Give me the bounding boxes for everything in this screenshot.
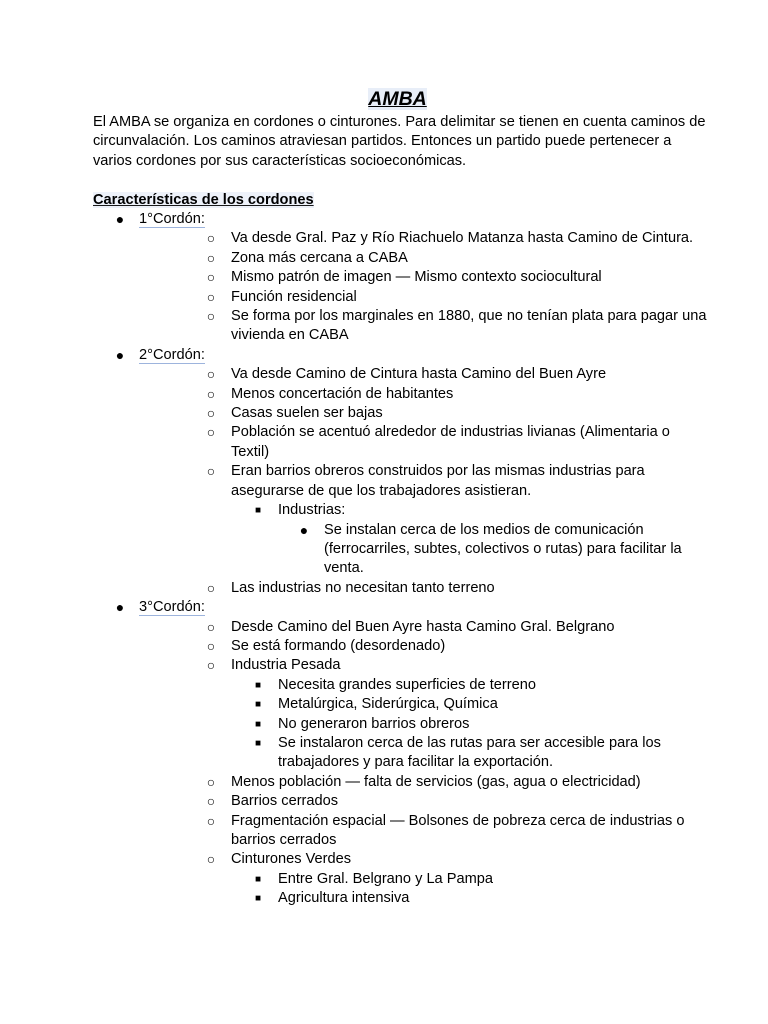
square-marker: ■ [254, 873, 262, 885]
list-item: ○ Eran barrios obreros construidos por las mismas industrias para asegurarse de que los trabajadores asistieran. ■ Industrias: ● Se instalan cerca de los medios de comunicación (ferrocarriles, subtes, colectivos o rutas) para facilitar la venta. [139, 462, 708, 578]
blank-line [93, 171, 708, 190]
list-item: ○ Se está formando (desordenado) [139, 637, 708, 656]
bullet-marker: ● [299, 521, 309, 538]
list-item: ■ No generaron barrios obreros [139, 715, 708, 734]
list-item: ■ Agricultura intensiva [139, 889, 708, 908]
list-item: ○ Barrios cerrados [139, 792, 708, 811]
cordon-1-label: 1°Cordón: [139, 211, 205, 228]
list-item: ○ Mismo patrón de imagen — Mismo contexto sociocultural [139, 268, 708, 287]
list-item-cordon-2 [93, 346, 708, 598]
bullet-marker: ● [115, 599, 125, 616]
circle-marker: ○ [206, 463, 216, 480]
list-item: ○ Industria Pesada ■ Necesita grandes superficies de terreno ■ Metalúrgica, Siderúrgica, Química ■ No generaron barrios obreros ■ Se instalaron cerca de las rutas para ser accesible para los trabajadores y para facilitar la exportación. [139, 656, 708, 772]
bullet-marker: ● [115, 211, 125, 228]
list-item-cordon-1 [93, 210, 708, 346]
circle-marker: ○ [206, 230, 216, 247]
circle-marker: ○ [206, 269, 216, 286]
bullet-marker: ● [115, 346, 125, 363]
cordon-1-sublist [139, 229, 708, 345]
industrias-detail-list [139, 521, 708, 579]
cinturones-verdes-sublist [139, 870, 708, 909]
list-item: ■ Se instalaron cerca de las rutas para ser accesible para los trabajadores y para facilitar la exportación. [139, 734, 708, 773]
circle-marker: ○ [206, 385, 216, 402]
square-marker: ■ [254, 718, 262, 730]
list-item: ○ Menos concertación de habitantes [139, 385, 708, 404]
circle-marker: ○ [206, 308, 216, 325]
industria-pesada-sublist [139, 676, 708, 773]
list-item: ○ Va desde Camino de Cintura hasta Camino del Buen Ayre [139, 365, 708, 384]
cordon-2-label: 2°Cordón: [139, 346, 205, 363]
list-item: ■ Entre Gral. Belgrano y La Pampa [139, 870, 708, 889]
circle-marker: ○ [206, 366, 216, 383]
circle-marker: ○ [206, 793, 216, 810]
circle-marker: ○ [206, 657, 216, 674]
list-item: ■ Necesita grandes superficies de terreno [139, 676, 708, 695]
list-item: ○ Las industrias no necesitan tanto terreno [139, 579, 708, 598]
square-marker: ■ [254, 893, 262, 905]
square-marker: ■ [254, 505, 262, 517]
circle-marker: ○ [206, 424, 216, 441]
list-item-cordon-3 [93, 598, 708, 909]
cordon-3-label: 3°Cordón: [139, 599, 205, 616]
cordon-3-sublist [139, 618, 708, 909]
list-item: ● Se instalan cerca de los medios de comunicación (ferrocarriles, subtes, colectivos o rutas) para facilitar la venta. [139, 521, 708, 579]
circle-marker: ○ [206, 773, 216, 790]
circle-marker: ○ [206, 812, 216, 829]
square-marker: ■ [254, 699, 262, 711]
list-item: ○ Fragmentación espacial — Bolsones de pobreza cerca de industrias o barrios cerrados [139, 812, 708, 851]
list-item: ○ Casas suelen ser bajas [139, 404, 708, 423]
document-title: AMBA [368, 88, 427, 110]
circle-marker: ○ [206, 288, 216, 305]
square-marker: ■ [254, 737, 262, 749]
circle-marker: ○ [206, 249, 216, 266]
square-marker: ■ [254, 679, 262, 691]
industrias-sublist [139, 501, 708, 579]
list-item: ○ Menos población — falta de servicios (gas, agua o electricidad) [139, 773, 708, 792]
cordon-2-sublist [139, 365, 708, 598]
list-item: ■ Metalúrgica, Siderúrgica, Química [139, 695, 708, 714]
list-item: ■ Industrias: ● Se instalan cerca de los medios de comunicación (ferrocarriles, subtes, colectivos o rutas) para facilitar la venta. [139, 501, 708, 579]
circle-marker: ○ [206, 618, 216, 635]
list-item: ○ Va desde Gral. Paz y Río Riachuelo Matanza hasta Camino de Cintura. [139, 229, 708, 248]
list-item: ○ Población se acentuó alrededor de industrias livianas (Alimentaria o Textil) [139, 423, 708, 462]
list-item: ○ Se forma por los marginales en 1880, que no tenían plata para pagar una vivienda en CABA [139, 307, 708, 346]
circle-marker: ○ [206, 579, 216, 596]
circle-marker: ○ [206, 637, 216, 654]
section-heading: Características de los cordones [93, 191, 314, 208]
list-item: ○ Zona más cercana a CABA [139, 249, 708, 268]
cordones-list [93, 210, 708, 909]
list-item: ○ Desde Camino del Buen Ayre hasta Camino Gral. Belgrano [139, 618, 708, 637]
circle-marker: ○ [206, 405, 216, 422]
list-item: ○ Cinturones Verdes ■ Entre Gral. Belgrano y La Pampa ■ Agricultura intensiva [139, 850, 708, 908]
circle-marker: ○ [206, 851, 216, 868]
list-item: ○ Función residencial [139, 288, 708, 307]
intro-paragraph: El AMBA se organiza en cordones o cinturones. Para delimitar se tienen en cuenta caminos de circunvalación. Los caminos atraviesan partidos. Entonces un partido puede pertenecer a varios cordones por sus características socioeconómicas. [93, 114, 706, 169]
